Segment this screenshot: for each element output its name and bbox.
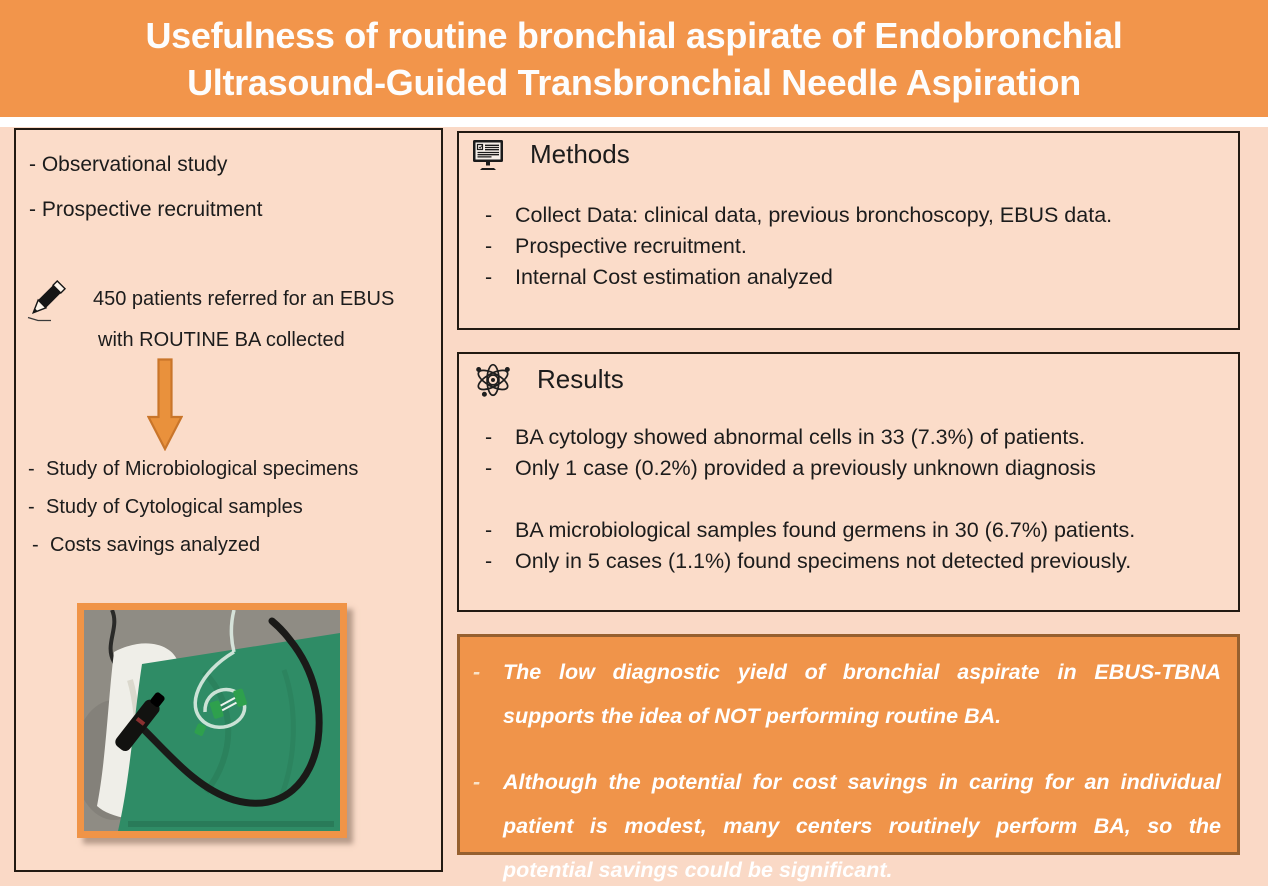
methods-header — [472, 139, 630, 170]
list-item-label: Internal Cost estimation analyzed — [515, 265, 833, 289]
list-item — [485, 515, 1225, 546]
bullet-dash: - — [485, 549, 493, 573]
bullet-dash: - — [485, 265, 493, 289]
page-title-line2: Ultrasound-Guided Transbronchial Needle Aspiration — [187, 61, 1081, 103]
conclusion-item — [473, 650, 1221, 738]
results-panel — [457, 352, 1240, 612]
list-item-label: Collect Data: clinical data, previous bronchoscopy, EBUS data. — [515, 203, 1113, 227]
pencil-icon — [24, 276, 70, 322]
bullet-dash: - — [28, 496, 35, 518]
list-item — [485, 422, 1225, 453]
cohort-line2: with ROUTINE BA collected — [98, 329, 345, 351]
conclusion-item — [473, 760, 1221, 886]
list-item — [28, 458, 433, 480]
list-item — [485, 453, 1225, 484]
bullet-dash: - — [485, 203, 493, 227]
list-item — [485, 262, 1225, 293]
list-item-label: Costs savings analyzed — [50, 534, 261, 556]
results-microbiology-list — [485, 515, 1225, 577]
list-item-label: Study of Cytological samples — [46, 496, 303, 518]
bullet-dash: - — [485, 456, 493, 480]
analysis-list — [28, 458, 433, 572]
header-divider — [0, 117, 1268, 127]
bronchoscope-photo — [77, 603, 347, 838]
conclusion-text-2: Although the potential for cost savings in caring for an individual patient is modest, many centers routinely perform BA, so the potential savings could be significant. — [503, 770, 1221, 882]
methods-title: Methods — [530, 139, 630, 169]
bullet-dash: - — [473, 660, 481, 684]
conclusion-text-1: The low diagnostic yield of bronchial aspirate in EBUS-TBNA supports the idea of NOT performing routine BA. — [503, 660, 1221, 728]
study-bullet-observational: - Observational study — [29, 153, 228, 176]
atom-icon — [472, 357, 514, 401]
conclusions-panel — [457, 634, 1240, 882]
results-title: Results — [537, 363, 624, 394]
list-item-label: Prospective recruitment. — [515, 234, 747, 258]
list-item-label: BA cytology showed abnormal cells in 33 (7.3%) of patients. — [515, 425, 1086, 449]
down-arrow-icon — [147, 358, 183, 451]
methods-panel — [457, 131, 1240, 330]
methods-list — [485, 200, 1225, 293]
page-title-line1: Usefulness of routine bronchial aspirate of Endobronchial — [145, 14, 1123, 56]
study-design-panel — [14, 128, 443, 872]
list-item — [485, 546, 1225, 577]
bronchoscope-photo-image — [84, 610, 340, 831]
bullet-dash: - — [485, 518, 493, 542]
cohort-line1: 450 patients referred for an EBUS — [93, 288, 395, 310]
list-item-label: Only 1 case (0.2%) provided a previously unknown diagnosis — [515, 456, 1096, 480]
bullet-dash: - — [32, 534, 39, 556]
results-cytology-list — [485, 422, 1225, 484]
list-item — [28, 496, 433, 518]
results-header — [472, 357, 624, 401]
study-bullet-prospective: - Prospective recruitment — [29, 198, 263, 221]
list-item-label: Study of Microbiological specimens — [46, 458, 359, 480]
list-item — [485, 231, 1225, 262]
list-item — [485, 200, 1225, 231]
list-item — [28, 534, 433, 556]
list-item-label: Only in 5 cases (1.1%) found specimens not detected previously. — [515, 549, 1132, 573]
title-banner — [0, 0, 1268, 117]
bullet-dash: - — [485, 425, 493, 449]
computer-monitor-icon — [472, 139, 504, 170]
bullet-dash: - — [473, 770, 481, 794]
bullet-dash: - — [28, 458, 35, 480]
list-item-label: BA microbiological samples found germens in 30 (6.7%) patients. — [515, 518, 1136, 542]
bullet-dash: - — [485, 234, 493, 258]
